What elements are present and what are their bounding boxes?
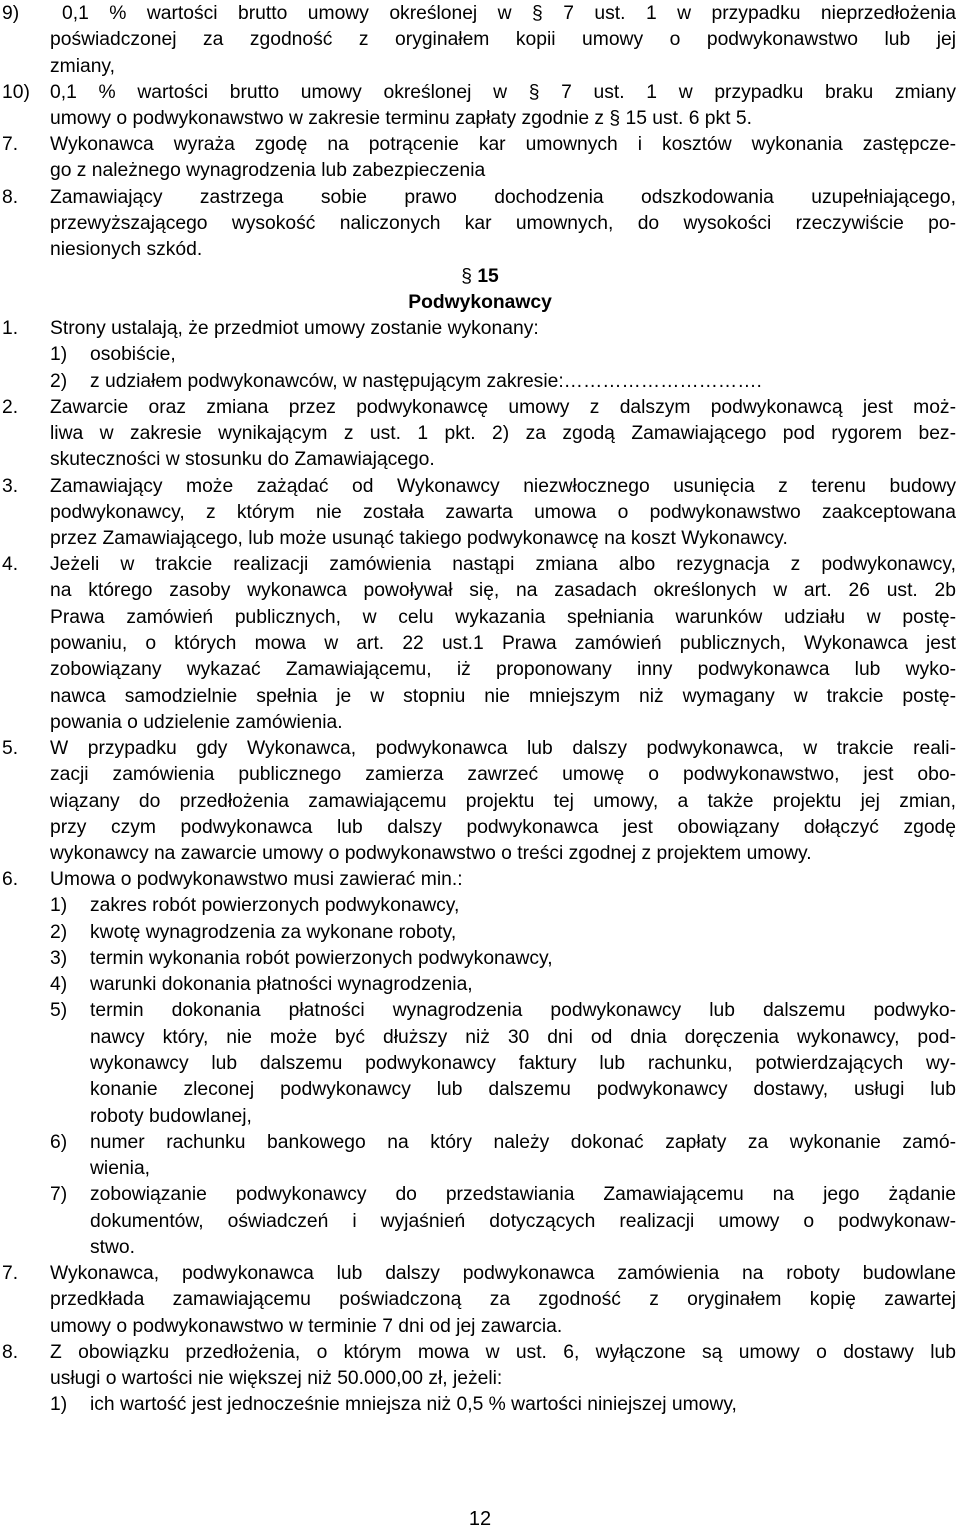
- list-marker: 1): [50, 895, 68, 916]
- text-line: kwotę wynagrodzenia za wykonane roboty,: [90, 922, 457, 943]
- text-line: zacji zamówienia publicznego zamierza zawrzeć umowę o podwykonawstwo, jest obo-: [50, 764, 956, 785]
- text-line: W przypadku gdy Wykonawca, podwykonawca lub dalszy podwykonawca, w trakcie reali-: [50, 738, 956, 759]
- text-line: poświadczonej za zgodność z oryginałem kopii umowy o podwykonawstwo lub jej: [50, 29, 956, 50]
- section-heading: [0, 264, 960, 290]
- list-marker: 2): [50, 922, 68, 943]
- text-line: nawcy który, nie może być dłuższy niż 30 dni od dnia doręczenia wykonawcy, pod-: [90, 1027, 956, 1048]
- section-number: 15: [477, 266, 499, 287]
- text-line: dokumentów, oświadczeń i wyjaśnień dotyczących realizacji umowy o podwykonaw-: [90, 1211, 956, 1232]
- text-line: zobowiązany wykazać Zamawiającemu, iż proponowany inny podwykonawca lub wyko-: [50, 659, 956, 680]
- section-title: Podwykonawcy: [408, 292, 552, 313]
- list-marker: 2.: [2, 397, 19, 418]
- list-marker: 8.: [2, 187, 19, 208]
- list-marker: 6): [50, 1132, 68, 1153]
- text-line: 0,1 % wartości brutto umowy określonej w § 7 ust. 1 w przypadku nieprzedłożenia: [62, 3, 956, 24]
- text-line: umowy o podwykonawstwo w zakresie terminu zapłaty zgodnie z § 15 ust. 6 pkt 5.: [50, 108, 752, 129]
- page-number: 12: [468, 1508, 492, 1530]
- list-marker: 7): [50, 1184, 68, 1205]
- list-marker: 1): [50, 1394, 68, 1415]
- text-line: ich wartość jest jednocześnie mniejsza niż 0,5 % wartości niniejszej umowy,: [90, 1394, 737, 1415]
- list-marker: 5): [50, 1000, 68, 1021]
- text-line: zobowiązanie podwykonawcy do przedstawiania Zamawiającemu na jego żądanie: [90, 1184, 956, 1205]
- text-line: na którego zasoby wykonawca powoływał się, na zasadach określonych w art. 26 ust. 2b: [50, 580, 956, 601]
- text-line: konanie zleconej podwykonawcy lub dalszemu podwykonawcy dostawy, usługi lub: [90, 1079, 956, 1100]
- text-line: roboty budowlanej,: [90, 1106, 252, 1127]
- text-line: przedkłada zamawiającemu poświadczoną za zgodność z oryginałem kopię zawartej: [50, 1289, 956, 1310]
- text-line: przy czym podwykonawca lub dalszy podwykonawca jest obowiązany dołączyć zgodę: [50, 817, 956, 838]
- text-line: skuteczności w stosunku do Zamawiającego.: [50, 449, 435, 470]
- list-marker: 4.: [2, 554, 19, 575]
- text-line: warunki dokonania płatności wynagrodzenia,: [90, 974, 473, 995]
- text-line: powaniu, o których mowa w art. 22 ust.1 Prawa zamówień publicznych, Wykonawca jest: [50, 633, 956, 654]
- text-line: nawca samodzielnie spełnia je w stopniu nie mniejszym niż wymagany w trakcie postę-: [50, 686, 956, 707]
- text-line: Zamawiający może zażądać od Wykonawcy niezwłocznego usunięcia z terenu budowy: [50, 476, 956, 497]
- text-line: termin dokonania płatności wynagrodzenia podwykonawcy lub dalszemu podwyko-: [90, 1000, 956, 1021]
- text-line: powania o udzielenie zamówienia.: [50, 712, 343, 733]
- text-line: usługi o wartości nie większej niż 50.000,00 zł, jeżeli:: [50, 1368, 503, 1389]
- text-line: Z obowiązku przedłożenia, o którym mowa w ust. 6, wyłączone są umowy o dostawy lub: [50, 1342, 956, 1363]
- list-marker: 7.: [2, 1263, 19, 1284]
- text-line: liwa w zakresie wynikającym z ust. 1 pkt. 2) za zgodą Zamawiającego pod rygorem bez-: [50, 423, 956, 444]
- text-line: Zamawiający zastrzega sobie prawo dochodzenia odszkodowania uzupełniającego,: [50, 187, 956, 208]
- text-line: niesionych szkód.: [50, 239, 203, 260]
- text-line: przez Zamawiającego, lub może usunąć takiego podwykonawcę na koszt Wykonawcy.: [50, 528, 788, 549]
- section-symbol: §: [461, 266, 472, 287]
- text-line: Wykonawca wyraża zgodę na potrącenie kar umownych i kosztów wykonania zastępcze-: [50, 134, 956, 155]
- text-line: zakres robót powierzonych podwykonawcy,: [90, 895, 460, 916]
- text-line: Strony ustalają, że przedmiot umowy zostanie wykonany:: [50, 318, 539, 339]
- list-marker: 1.: [2, 318, 19, 339]
- text-line: stwo.: [90, 1237, 136, 1258]
- list-marker: 9): [2, 3, 20, 24]
- text-line: Wykonawca, podwykonawca lub dalszy podwykonawca zamówienia na roboty budowlane: [50, 1263, 956, 1284]
- text-line: go z należnego wynagrodzenia lub zabezpieczenia: [50, 160, 486, 181]
- list-marker: 4): [50, 974, 68, 995]
- text-line: Prawa zamówień publicznych, w celu wykazania spełniania warunków udziału w postę-: [50, 607, 956, 628]
- list-marker: 3): [50, 948, 68, 969]
- text-line: Umowa o podwykonawstwo musi zawierać min.:: [50, 869, 463, 890]
- text-line: przewyższającego wysokość naliczonych kar umownych, do wysokości rzeczywiście po-: [50, 213, 956, 234]
- text-line: wykonawcy na zawarcie umowy o podwykonawstwo o treści zgodnej z projektem umowy.: [50, 843, 812, 864]
- text-line: umowy o podwykonawstwo w terminie 7 dni od jej zawarcia.: [50, 1316, 563, 1337]
- list-marker: 7.: [2, 134, 19, 155]
- text-line: numer rachunku bankowego na który należy dokonać zapłaty za wykonanie zamó-: [90, 1132, 956, 1153]
- list-marker: 1): [50, 344, 68, 365]
- text-line: Zawarcie oraz zmiana przez podwykonawcę umowy z dalszym podwykonawcą jest moż-: [50, 397, 956, 418]
- text-line: wiązany do przedłożenia zamawiającemu projektu tej umowy, a także projektu jej zmian,: [50, 791, 956, 812]
- list-marker: 2): [50, 371, 68, 392]
- text-line: osobiście,: [90, 344, 176, 365]
- list-marker: 5.: [2, 738, 19, 759]
- text-line: termin wykonania robót powierzonych podwykonawcy,: [90, 948, 553, 969]
- text-line: Jeżeli w trakcie realizacji zamówienia nastąpi zmiana albo rezygnacja z podwykonawcy,: [50, 554, 956, 575]
- text-line: zmiany,: [50, 56, 115, 77]
- list-marker: 6.: [2, 869, 19, 890]
- list-marker: 8.: [2, 1342, 19, 1363]
- text-line: podwykonawcy, z którym nie została zawarta umowa o podwykonawstwo zaakceptowana: [50, 502, 956, 523]
- text-line: wykonawcy lub dalszemu podwykonawcy faktury lub rachunku, potwierdzających wy-: [90, 1053, 956, 1074]
- list-marker: 3.: [2, 476, 19, 497]
- text-line: z udziałem podwykonawców, w następującym zakresie:………………………….: [90, 371, 762, 392]
- text-line: wienia,: [90, 1158, 151, 1179]
- text-line: 0,1 % wartości brutto umowy określonej w § 7 ust. 1 w przypadku braku zmiany: [50, 82, 956, 103]
- list-marker: 10): [2, 82, 30, 103]
